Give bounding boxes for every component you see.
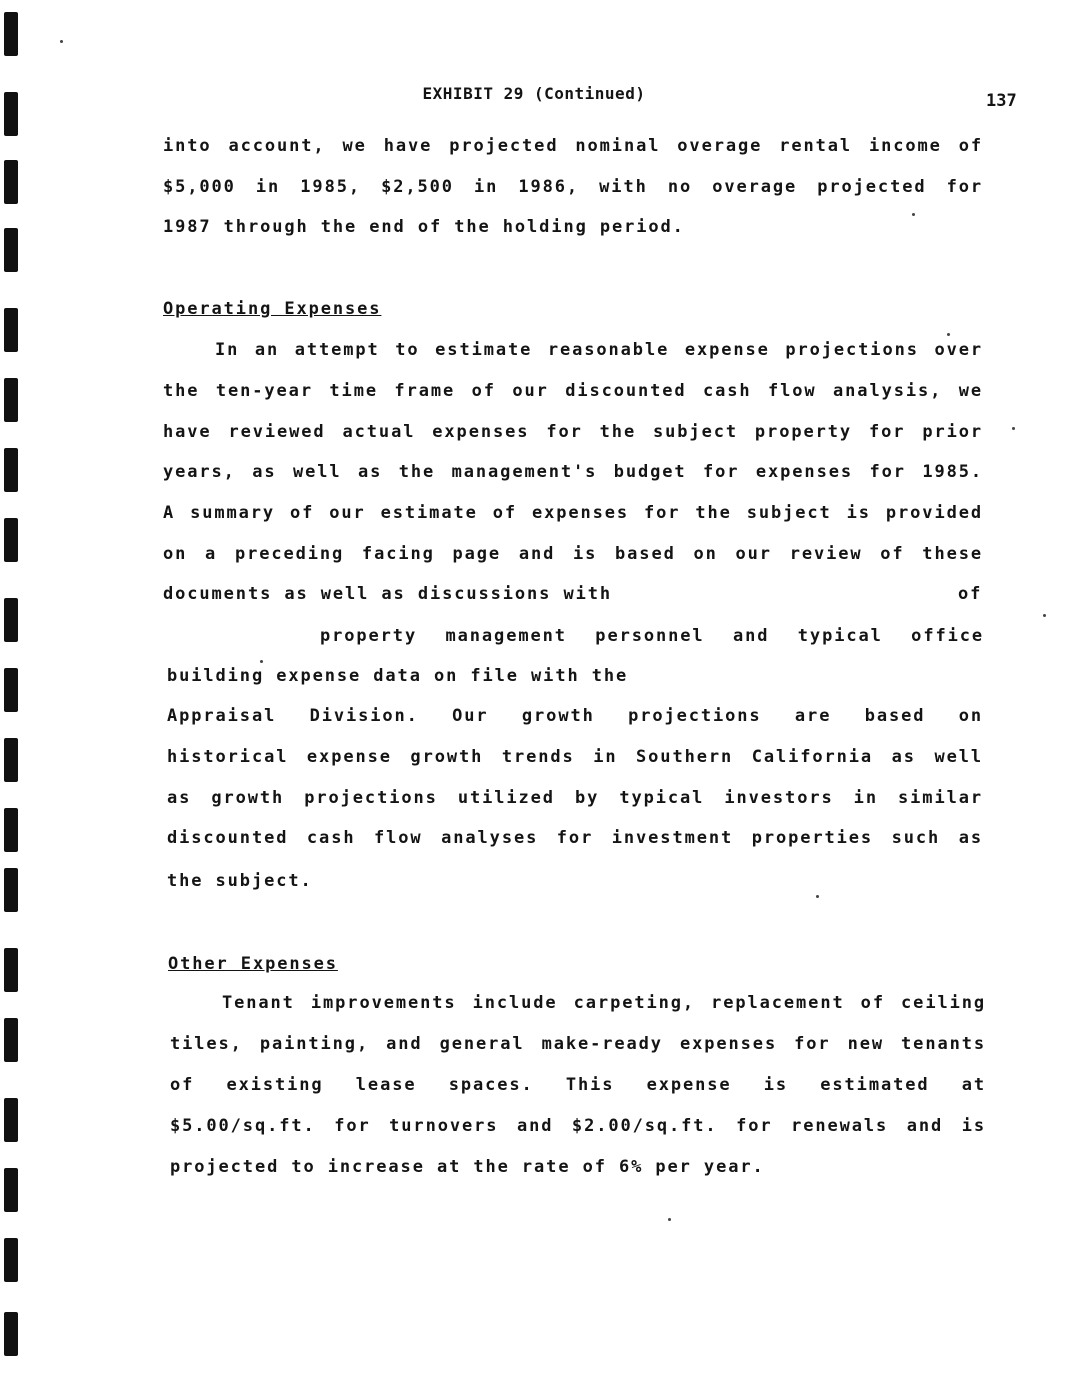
scan-speck	[260, 660, 263, 663]
paragraph-line: of	[958, 584, 983, 604]
intro-line: into account, we have projected nominal overage rental income of	[163, 136, 983, 156]
paragraph-line: discounted cash flow analyses for investment properties such as	[167, 828, 983, 848]
paragraph-line: as growth projections utilized by typical investors in similar	[167, 788, 983, 808]
paragraph-line: of existing lease spaces. This expense is estimated at	[170, 1075, 986, 1095]
binding-hole	[4, 308, 18, 352]
binding-hole	[4, 598, 18, 642]
binding-hole	[4, 948, 18, 992]
paragraph-line: the ten-year time frame of our discounted cash flow analysis, we	[163, 381, 983, 401]
binding-hole	[4, 448, 18, 492]
paragraph-line: Tenant improvements include carpeting, replacement of ceiling	[222, 993, 986, 1013]
paragraph-line: In an attempt to estimate reasonable expense projections over	[215, 340, 983, 360]
binding-hole	[4, 1098, 18, 1142]
scan-speck	[912, 213, 915, 216]
scan-speck	[668, 1218, 671, 1221]
binding-hole	[4, 12, 18, 56]
paragraph-line: projected to increase at the rate of 6% per year.	[170, 1157, 765, 1177]
paragraph-line: building expense data on file with the	[167, 666, 629, 686]
binding-hole	[4, 378, 18, 422]
binding-hole	[4, 808, 18, 852]
binding-hole	[4, 868, 18, 912]
binding-hole	[4, 1312, 18, 1356]
binding-hole	[4, 228, 18, 272]
section-heading-operating-expenses: Operating Expenses	[163, 299, 382, 319]
section-heading-other-expenses: Other Expenses	[168, 954, 338, 974]
binding-hole	[4, 1238, 18, 1282]
paragraph-line: $5.00/sq.ft. for turnovers and $2.00/sq.ft. for renewals and is	[170, 1116, 986, 1136]
paragraph-line: A summary of our estimate of expenses for the subject is provided	[163, 503, 983, 523]
binding-hole	[4, 668, 18, 712]
paragraph-line: documents as well as discussions with	[163, 584, 612, 604]
paragraph-line: the subject.	[167, 871, 313, 891]
paragraph-line: historical expense growth trends in Southern California as well	[167, 747, 983, 767]
intro-line: 1987 through the end of the holding period.	[163, 217, 685, 237]
paragraph-line: property management personnel and typical office	[320, 626, 984, 646]
binding-hole	[4, 518, 18, 562]
scan-speck	[60, 40, 63, 43]
binding-hole	[4, 160, 18, 204]
binding-hole	[4, 738, 18, 782]
page-number: 137	[986, 91, 1017, 111]
page-header: EXHIBIT 29 (Continued)	[422, 84, 646, 103]
binding-hole	[4, 1168, 18, 1212]
paragraph-line: Appraisal Division. Our growth projections are based on	[167, 706, 983, 726]
paragraph-line: on a preceding facing page and is based on our review of these	[163, 544, 983, 564]
binding-holes	[0, 0, 30, 1380]
intro-line: $5,000 in 1985, $2,500 in 1986, with no overage projected for	[163, 177, 983, 197]
scan-speck	[816, 895, 819, 898]
paragraph-line: have reviewed actual expenses for the subject property for prior	[163, 422, 983, 442]
binding-hole	[4, 1018, 18, 1062]
scan-speck	[1012, 427, 1015, 430]
scan-speck	[1043, 614, 1046, 617]
paragraph-line: years, as well as the management's budget for expenses for 1985.	[163, 462, 983, 482]
scan-speck	[947, 333, 950, 336]
paragraph-line: tiles, painting, and general make-ready expenses for new tenants	[170, 1034, 986, 1054]
